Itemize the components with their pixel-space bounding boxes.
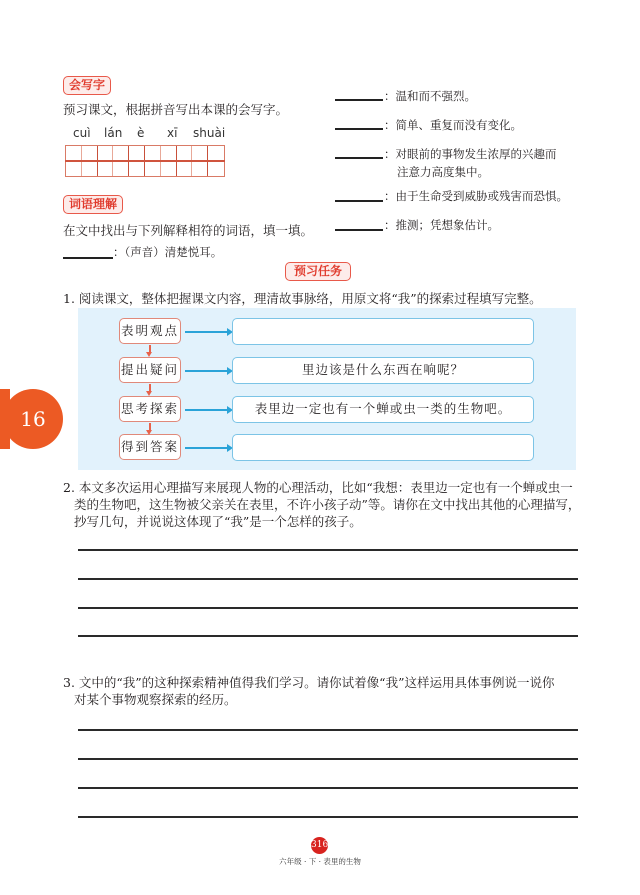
section-tag-vocab: 词语理解 (63, 195, 123, 214)
pinyin-2: lán (104, 126, 123, 140)
q2-answer-line[interactable] (78, 607, 578, 609)
lesson-badge: 16 (3, 389, 63, 449)
flow-answer-2[interactable]: 里边该是什么东西在响呢？ (232, 357, 534, 384)
flow-step-3: 思考探索 (119, 396, 181, 422)
q2-text (63, 479, 583, 530)
pinyin-4: xī (167, 126, 178, 140)
right-arrow-icon (185, 447, 229, 449)
vocab-blank-3[interactable] (335, 128, 383, 130)
vocab-definition-4-cont: 注意力高度集中。 (397, 165, 489, 179)
flow-step-4: 得到答案 (119, 434, 181, 460)
flow-answer-1[interactable] (232, 318, 534, 345)
q2-answer-line[interactable] (78, 635, 578, 637)
q2-answer-line[interactable] (78, 578, 578, 580)
grid-midline (65, 160, 225, 162)
flow-answer-4[interactable] (232, 434, 534, 461)
section-tag-write: 会写字 (63, 76, 111, 95)
pinyin-1: cuì (73, 126, 91, 140)
write-instruction: 预习课文，根据拼音写出本课的会写字。 (63, 102, 289, 117)
section-tag-tasks: 预习任务 (285, 262, 351, 281)
q2-answer-line[interactable] (78, 549, 578, 551)
q2-line-3: 抄写几句，并说说这体现了“我”是一个怎样的孩子。 (74, 514, 362, 529)
right-arrow-icon (185, 331, 229, 333)
vocab-instruction: 在文中找出与下列解释相符的词语，填一填。 (63, 223, 314, 238)
q1-text: 1. 阅读课文，整体把握课文内容，理清故事脉络，用原文将“我”的探索过程填写完整。 (63, 291, 542, 306)
vocab-blank-2[interactable] (335, 99, 383, 101)
q3-answer-line[interactable] (78, 787, 578, 789)
vocab-definition-2: ：温和而不强烈。 (384, 89, 476, 103)
down-arrow-icon (149, 345, 151, 353)
flow-answer-3[interactable]: 表里边一定也有一个蝉或虫一类的生物吧。 (232, 396, 534, 423)
pinyin-5: shuài (193, 126, 226, 140)
right-arrow-icon (185, 409, 229, 411)
q3-answer-line[interactable] (78, 816, 578, 818)
down-arrow-icon (149, 423, 151, 431)
q3-text (63, 674, 583, 708)
flow-step-1: 表明观点 (119, 318, 181, 344)
q3-line-1: 3. 文中的“我”的这种探索精神值得我们学习。请你试着像“我”这样运用具体事例说一说你 (63, 675, 555, 690)
vocab-definition-6: ：推测；凭想象估计。 (384, 218, 499, 232)
q3-answer-line[interactable] (78, 758, 578, 760)
vocab-definition-5: ：由于生命受到威胁或残害而恐惧。 (384, 189, 568, 203)
q3-line-2: 对某个事物观察探索的经历。 (74, 692, 237, 707)
flow-step-2: 提出疑问 (119, 357, 181, 383)
right-arrow-icon (185, 370, 229, 372)
down-arrow-icon (149, 384, 151, 392)
q2-line-2: 类的生物吧，这生物被父亲关在表里，不许小孩子动”等。请你在文中找出其他的心理描写， (74, 497, 581, 512)
pinyin-3: è (137, 126, 145, 140)
vocab-definition-4: ：对眼前的事物发生浓厚的兴趣而 (384, 147, 557, 161)
footer-caption: 六年级 · 下 · 表里的生物 (279, 857, 361, 866)
vocab-blank-4[interactable] (335, 157, 383, 159)
page-number: 316 (311, 837, 328, 854)
vocab-blank-5[interactable] (335, 200, 383, 202)
vocab-blank-1[interactable] (63, 257, 113, 259)
vocab-blank-6[interactable] (335, 229, 383, 231)
q2-line-1: 2. 本文多次运用心理描写来展现人物的心理活动，比如“我想：表里边一定也有一个蝉或虫一 (63, 480, 573, 495)
vocab-definition-3: ：简单、重复而没有变化。 (384, 118, 522, 132)
vocab-definition-1: ：（声音）清楚悦耳。 (113, 245, 223, 259)
q3-answer-line[interactable] (78, 729, 578, 731)
